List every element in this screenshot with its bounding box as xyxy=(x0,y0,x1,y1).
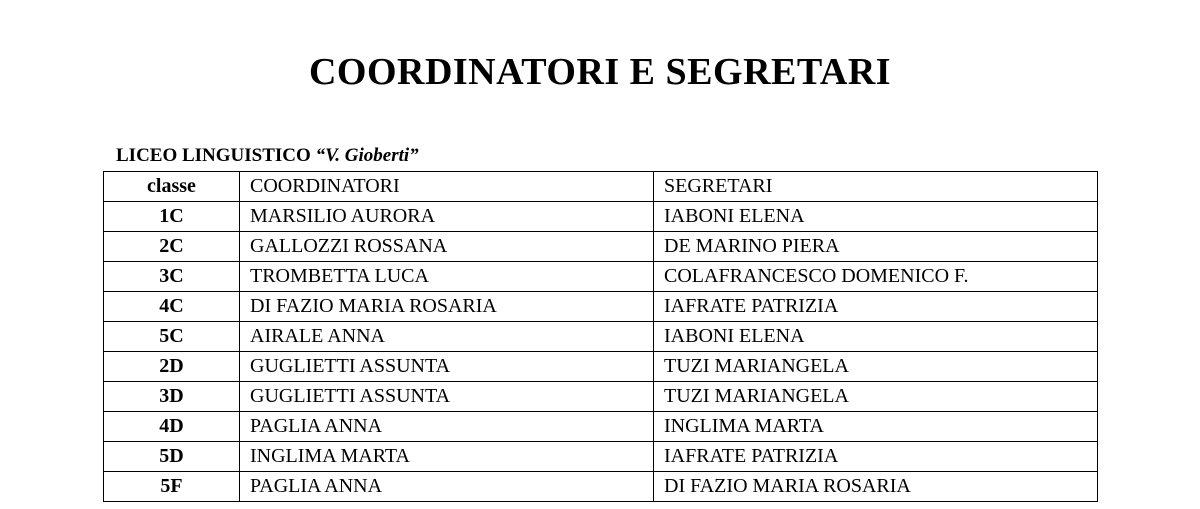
cell-coordinatore: INGLIMA MARTA xyxy=(240,442,654,472)
coordinators-table xyxy=(103,171,1098,502)
cell-classe: 4C xyxy=(104,292,240,322)
cell-classe: 5C xyxy=(104,322,240,352)
cell-coordinatore: PAGLIA ANNA xyxy=(240,412,654,442)
cell-segretario: IABONI ELENA xyxy=(654,202,1098,232)
table-row xyxy=(104,412,1098,442)
cell-classe: 2D xyxy=(104,352,240,382)
school-label xyxy=(116,145,419,167)
cell-coordinatore: GUGLIETTI ASSUNTA xyxy=(240,352,654,382)
header-coordinatori: COORDINATORI xyxy=(240,172,654,202)
school-name: “V. Gioberti” xyxy=(315,145,419,166)
cell-segretario: TUZI MARIANGELA xyxy=(654,352,1098,382)
school-prefix: LICEO LINGUISTICO xyxy=(116,145,316,166)
header-classe: classe xyxy=(104,172,240,202)
cell-classe: 3D xyxy=(104,382,240,412)
table-row xyxy=(104,322,1098,352)
table-row xyxy=(104,442,1098,472)
cell-coordinatore: PAGLIA ANNA xyxy=(240,472,654,502)
table-row xyxy=(104,262,1098,292)
cell-segretario: IAFRATE PATRIZIA xyxy=(654,292,1098,322)
cell-segretario: DI FAZIO MARIA ROSARIA xyxy=(654,472,1098,502)
table-row xyxy=(104,382,1098,412)
cell-classe: 4D xyxy=(104,412,240,442)
cell-coordinatore: GUGLIETTI ASSUNTA xyxy=(240,382,654,412)
table-header-row xyxy=(104,172,1098,202)
cell-segretario: IAFRATE PATRIZIA xyxy=(654,442,1098,472)
cell-segretario: TUZI MARIANGELA xyxy=(654,382,1098,412)
table-row xyxy=(104,292,1098,322)
table-row xyxy=(104,472,1098,502)
cell-segretario: IABONI ELENA xyxy=(654,322,1098,352)
cell-segretario: DE MARINO PIERA xyxy=(654,232,1098,262)
cell-segretario: COLAFRANCESCO DOMENICO F. xyxy=(654,262,1098,292)
cell-coordinatore: GALLOZZI ROSSANA xyxy=(240,232,654,262)
cell-coordinatore: DI FAZIO MARIA ROSARIA xyxy=(240,292,654,322)
cell-coordinatore: TROMBETTA LUCA xyxy=(240,262,654,292)
cell-classe: 5D xyxy=(104,442,240,472)
cell-classe: 3C xyxy=(104,262,240,292)
cell-segretario: INGLIMA MARTA xyxy=(654,412,1098,442)
table-row xyxy=(104,202,1098,232)
cell-classe: 2C xyxy=(104,232,240,262)
table-row xyxy=(104,352,1098,382)
cell-coordinatore: AIRALE ANNA xyxy=(240,322,654,352)
cell-classe: 5F xyxy=(104,472,240,502)
header-segretari: SEGRETARI xyxy=(654,172,1098,202)
page-title: COORDINATORI E SEGRETARI xyxy=(308,51,892,93)
cell-coordinatore: MARSILIO AURORA xyxy=(240,202,654,232)
table-row xyxy=(104,232,1098,262)
cell-classe: 1C xyxy=(104,202,240,232)
